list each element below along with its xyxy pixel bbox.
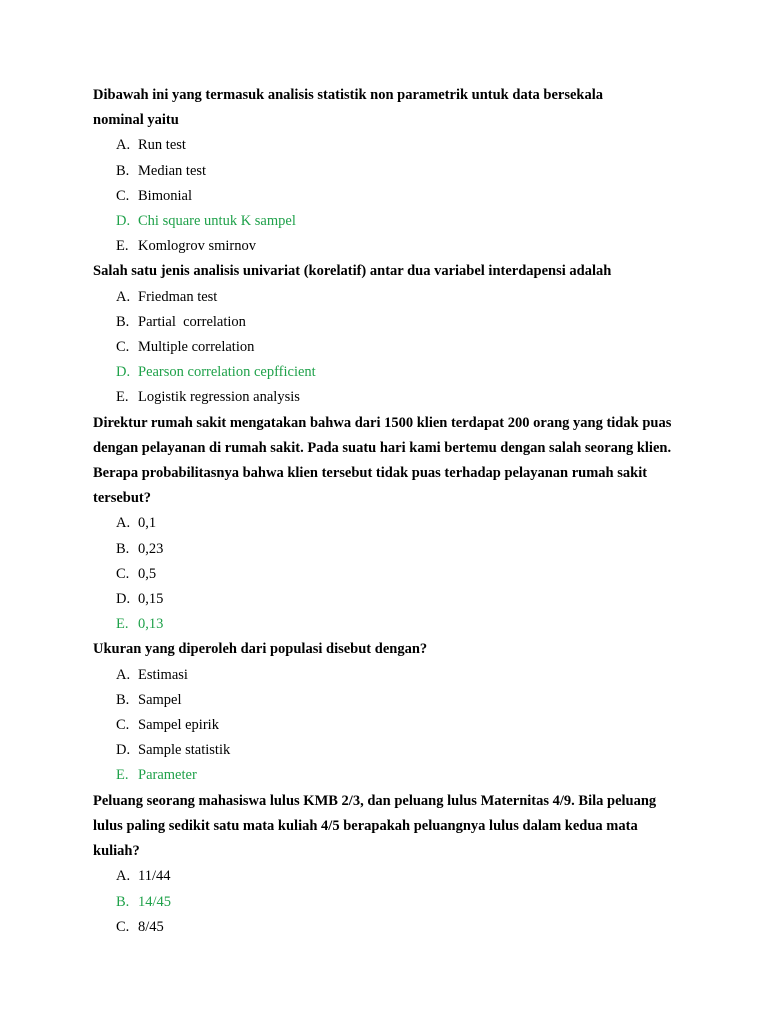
question-block-5 [93,789,693,940]
option-d-correct [93,209,693,234]
option-a [93,285,693,310]
option-text: 0,1 [138,515,157,532]
question-text: Dibawah ini yang termasuk analisis statistik non parametrik untuk data bersekala nominal yaitu [93,87,603,129]
option-letter: C. [116,187,130,204]
option-text: 0,23 [138,540,164,557]
option-text: Run test [138,137,186,154]
option-c [93,184,693,209]
document-content [93,83,693,940]
option-a [93,864,693,889]
option-list [93,864,693,940]
option-letter: D. [116,364,131,381]
question-block-2 [93,259,693,410]
question-block-3 [93,411,693,638]
option-letter: B. [116,691,130,708]
option-text: 0,15 [138,591,164,608]
question-block-1 [93,83,693,259]
option-b-correct [93,890,693,915]
option-letter: A. [116,137,131,154]
option-letter: C. [116,918,130,935]
option-c [93,335,693,360]
option-e [93,385,693,410]
option-e-correct [93,612,693,637]
option-letter: B. [116,162,130,179]
option-text: 0,13 [138,616,164,633]
option-text: Chi square untuk K sampel [138,213,296,230]
option-letter: C. [116,565,130,582]
option-list [93,285,693,411]
option-text: Multiple correlation [138,339,255,356]
option-text: Partial correlation [138,313,246,330]
option-text: Friedman test [138,288,218,305]
option-text: 0,5 [138,565,157,582]
option-letter: E. [116,767,129,784]
option-letter: A. [116,515,131,532]
option-letter: D. [116,742,131,759]
option-text: Bimonial [138,187,192,204]
question-text: Ukuran yang diperoleh dari populasi disebut dengan? [93,641,428,658]
question-text: Salah satu jenis analisis univariat (korelatif) antar dua variabel interdapensi adalah [93,263,612,280]
option-e [93,234,693,259]
option-c [93,713,693,738]
option-letter: D. [116,591,131,608]
option-letter: D. [116,213,131,230]
option-text: 8/45 [138,918,164,935]
option-d [93,587,693,612]
option-letter: E. [116,616,129,633]
option-text: Sample statistik [138,742,231,759]
option-a [93,511,693,536]
option-text: 11/44 [138,868,171,885]
option-c [93,562,693,587]
option-letter: C. [116,339,130,356]
option-b [93,310,693,335]
option-letter: E. [116,389,129,406]
option-letter: A. [116,868,131,885]
option-b [93,159,693,184]
option-list [93,663,693,789]
option-a [93,663,693,688]
option-d [93,738,693,763]
option-a [93,133,693,158]
option-text: Pearson correlation cepfficient [138,364,316,381]
option-letter: A. [116,288,131,305]
option-letter: B. [116,313,130,330]
option-b [93,688,693,713]
option-letter: E. [116,238,129,255]
option-letter: A. [116,666,131,683]
option-list [93,511,693,637]
option-letter: B. [116,893,130,910]
option-text: Estimasi [138,666,188,683]
option-text: Logistik regression analysis [138,389,300,406]
option-e-correct [93,763,693,788]
option-text: Sampel epirik [138,717,219,734]
option-text: Parameter [138,767,197,784]
question-block-4 [93,637,693,788]
option-b [93,537,693,562]
option-d-correct [93,360,693,385]
option-text: Sampel [138,691,182,708]
question-text: Direktur rumah sakit mengatakan bahwa dari 1500 klien terdapat 200 orang yang tidak puas dengan pelayanan di rumah sakit. Pada suatu hari kami bertemu dengan salah seorang klien. Berapa probabilitasnya bahwa klien tersebut tidak puas terhadap pelayanan rumah sakit tersebut? [93,414,672,507]
option-letter: B. [116,540,130,557]
option-list [93,133,693,259]
option-text: 14/45 [138,893,172,910]
option-text: Komlogrov smirnov [138,238,257,255]
option-c [93,915,693,940]
option-text: Median test [138,162,207,179]
option-letter: C. [116,717,130,734]
question-text: Peluang seorang mahasiswa lulus KMB 2/3, dan peluang lulus Maternitas 4/9. Bila peluang lulus paling sedikit satu mata kuliah 4/5 berapakah peluangnya lulus dalam kedua mata kuliah? [93,792,657,860]
